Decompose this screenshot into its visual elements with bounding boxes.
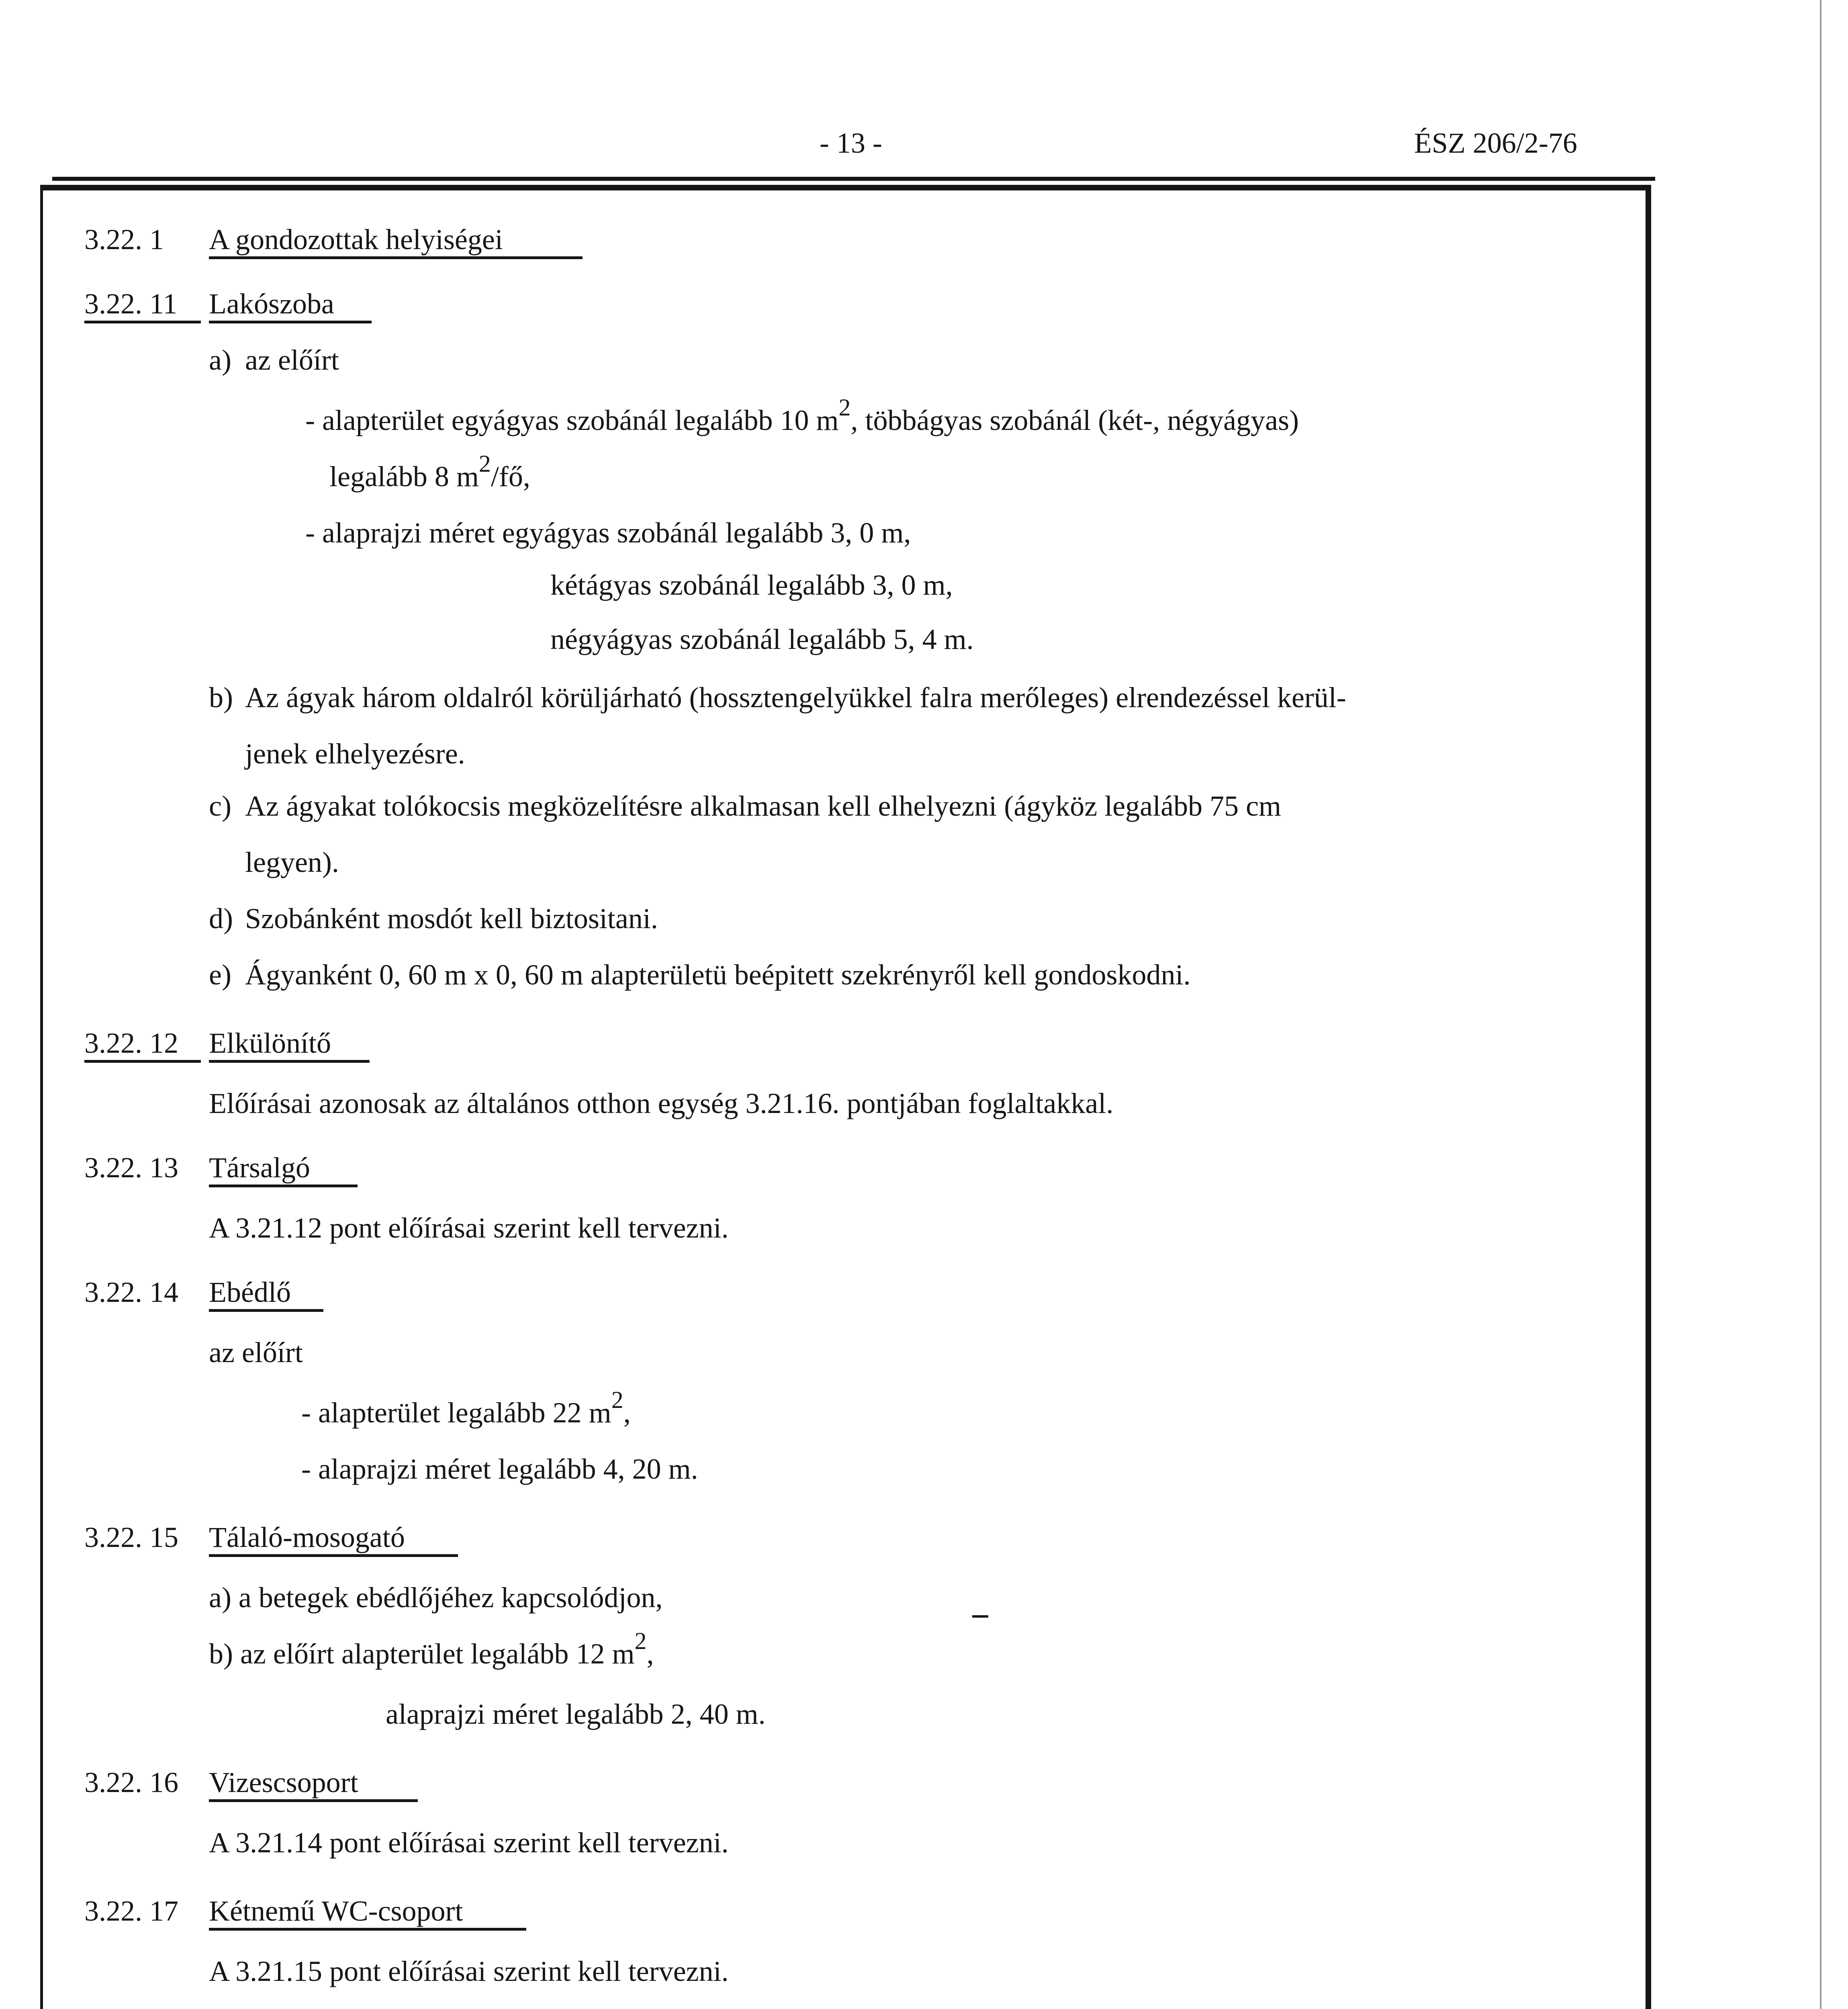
paragraph-line: kétágyas szobánál legalább 3, 0 m,	[550, 569, 953, 601]
superscript: 2	[611, 1387, 623, 1413]
item-text: Ágyanként 0, 60 m x 0, 60 m alapterületü beépitett szekrényről kell gondoskodni.	[245, 959, 1191, 991]
item-label: e)	[209, 959, 231, 991]
paragraph-line: alaprajzi méret legalább 2, 40 m.	[386, 1698, 766, 1730]
item-label: a)	[209, 344, 231, 376]
paragraph-line: négyágyas szobánál legalább 5, 4 m.	[550, 623, 974, 655]
section-number: 3.22. 16	[84, 1766, 178, 1798]
paragraph-line: - alaprajzi méret legalább 4, 20 m.	[301, 1453, 698, 1485]
section-title: Társalgó	[209, 1153, 358, 1187]
text-fragment: - alapterület legalább 22 m	[301, 1397, 611, 1429]
section-title: Kétnemű WC-csoport	[209, 1896, 526, 1931]
item-label: c)	[209, 790, 231, 822]
paragraph-line	[329, 450, 530, 493]
section-title: A gondozottak helyiségei	[209, 225, 583, 259]
header-rule	[52, 177, 1655, 181]
scan-edge	[1820, 0, 1821, 2009]
section-number: 3.22. 17	[84, 1895, 178, 1927]
superscript: 2	[478, 450, 491, 477]
paragraph-line: a) a betegek ebédlőjéhez kapcsolódjon,	[209, 1581, 663, 1614]
section-number: 3.22. 11	[84, 289, 201, 323]
text-fragment: b) az előírt alapterület legalább 12 m	[209, 1638, 635, 1670]
item-text: Az ágyak három oldalról körüljárható (hossztengelyükkel falra merőleges) elrendezéssel kerül-	[245, 681, 1346, 714]
text-fragment: ,	[646, 1638, 654, 1670]
item-text: Az ágyakat tolókocsis megközelítésre alkalmasan kell elhelyezni (ágyköz legalább 75 cm	[245, 790, 1282, 822]
paragraph-line	[305, 394, 1299, 436]
item-text: az előírt	[245, 344, 339, 376]
section-text: A 3.21.15 pont előírásai szerint kell tervezni.	[209, 1955, 729, 1987]
section-number: 3.22. 12	[84, 1029, 201, 1063]
document-code: ÉSZ 206/2-76	[1414, 127, 1577, 159]
section-title: Tálaló-mosogató	[209, 1523, 458, 1557]
section-number: 3.22. 15	[84, 1521, 178, 1553]
section-text: az előírt	[209, 1336, 303, 1369]
paragraph-line	[209, 1628, 654, 1670]
section-text: Előírásai azonosak az általános otthon egység 3.21.16. pontjában foglaltakkal.	[209, 1087, 1114, 1119]
superscript: 2	[838, 394, 851, 421]
section-title: Lakószoba	[209, 289, 372, 323]
superscript: 2	[634, 1628, 647, 1654]
section-title: Vizescsoport	[209, 1768, 418, 1802]
item-text: Szobánként mosdót kell biztositani.	[245, 902, 658, 935]
paragraph-line: - alaprajzi méret egyágyas szobánál legalább 3, 0 m,	[305, 517, 911, 549]
stray-mark	[972, 1615, 988, 1618]
section-number: 3.22. 13	[84, 1152, 178, 1184]
section-number: 3.22. 1	[84, 223, 164, 256]
text-fragment: - alapterület egyágyas szobánál legalább 10 m	[305, 404, 839, 436]
item-text: jenek elhelyezésre.	[245, 738, 465, 770]
section-title: Elkülönítő	[209, 1029, 370, 1063]
text-fragment: , többágyas szobánál (két-, négyágyas)	[850, 404, 1299, 436]
section-number: 3.22. 14	[84, 1276, 178, 1308]
section-title: Ebédlő	[209, 1278, 323, 1312]
item-label: d)	[209, 902, 233, 935]
section-text: A 3.21.12 pont előírásai szerint kell tervezni.	[209, 1212, 729, 1244]
text-fragment: ,	[623, 1397, 631, 1429]
section-text: A 3.21.14 pont előírásai szerint kell tervezni.	[209, 1827, 729, 1859]
item-label: b)	[209, 681, 233, 714]
text-fragment: legalább 8 m	[329, 460, 479, 493]
item-text: legyen).	[245, 846, 339, 878]
paragraph-line	[301, 1387, 631, 1429]
page-number: - 13 -	[820, 127, 882, 159]
text-fragment: /fő,	[491, 460, 530, 493]
